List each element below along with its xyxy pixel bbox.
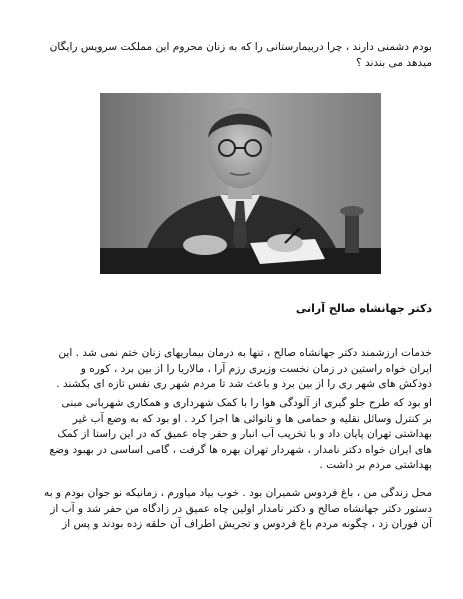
paragraph-services [48, 346, 432, 393]
text-line: خدمات ارزشمند دکتر جهانشاه صالح ، تنها به درمان بیماریهای زنان ختم نمی شد . این [58, 347, 432, 359]
text-line: بهداشتی تهران پایان داد و با تخریب آب انبار و حفر چاه عمیق که در این راستا از کمک [57, 428, 432, 441]
text-line: بهداشتی مردم بر داشت . [319, 459, 432, 472]
portrait-photo [100, 93, 381, 274]
photo-caption: دکتر جهانشاه صالح آرانی [295, 302, 432, 315]
text-line: های ایران خواه دکتر نامدار ، شهردار تهران بهره ها گرفت ، گامی اساسی در بهبود وضع [49, 443, 432, 456]
text-line: میدهد می بندند ؟ [355, 56, 432, 69]
text-line: آن فوران زد ، چگونه مردم باغ فردوس و تجریش اطراف آن حلقه زده بودند و پس از [62, 518, 432, 531]
text-line: او بود که طرح جلو گیری از آلودگی هوا را با کمک شهرداری و همکاری شهربانی مبنی [61, 397, 432, 409]
paragraph-bagh-ferdows [44, 486, 432, 533]
text-line: دودکش های شهر ری را از بین برد و باعث شد تا مردم شهر ری نفس تازه ای بکشند . [56, 378, 432, 391]
paragraph-air-water [48, 396, 432, 474]
intro-paragraph [48, 40, 432, 71]
text-line: بر کنترل وسائل نقلیه و حمامی ها و نانوائی ها اجرا کرد . او بود که به وضع آب غیر [72, 412, 432, 425]
text-line: محل زندگی من ، باغ فردوس شمیران بود . خوب بیاد میاورم ، زمانیکه نو جوان بودم و به [44, 487, 432, 499]
text-line: ایران خواه راستین در زمان نخست وزیری رزم آرا ، مالاریا را از بین برد ، کوره و [80, 362, 432, 375]
text-line: دستور دکتر جهانشاه صالح و دکتر نامدار اولین چاه عمیق در زادگاه من حفر شد و آب از [50, 502, 432, 515]
text-line: بودم دشمنی دارند ، چرا دربیمارستانی را که به زنان محروم این مملکت سرویس رایگان [49, 41, 432, 53]
